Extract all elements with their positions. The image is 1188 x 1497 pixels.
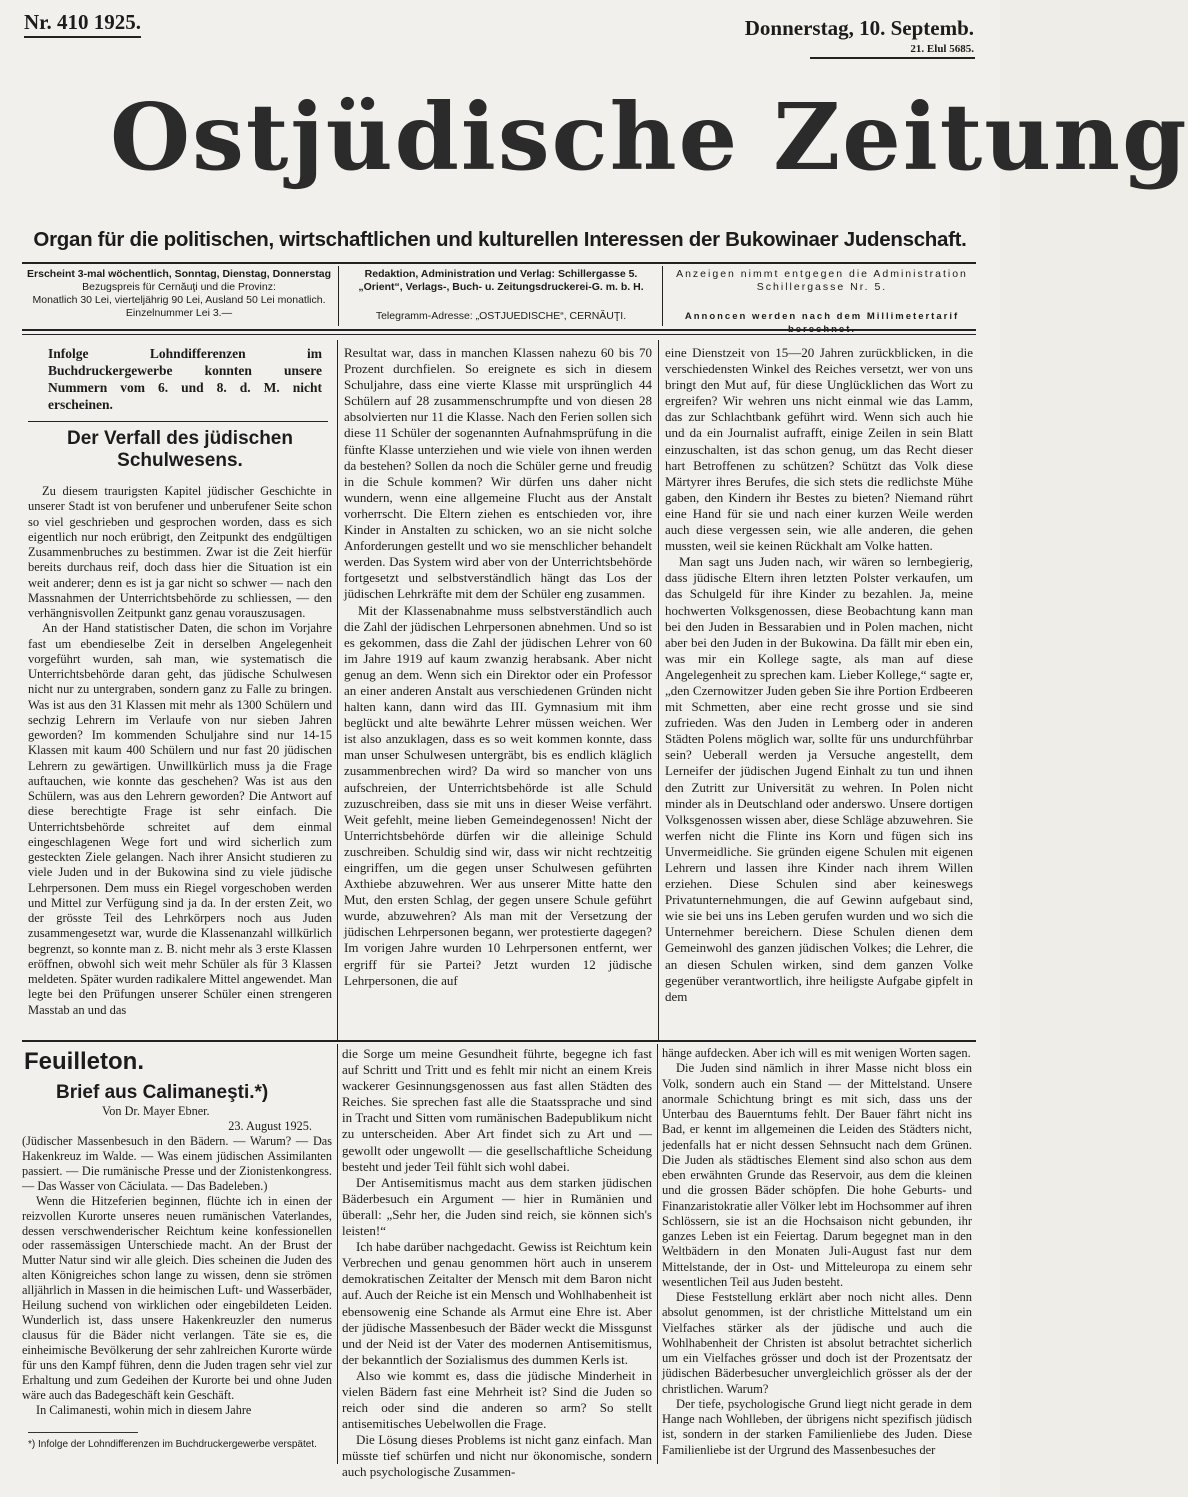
- feuilleton-paragraph: Ich habe darüber nachgedacht. Gewiss ist Reichtum kein Verbrechen und genau genommen hört auch in unserem demokratischen Zeitalter der Mensch mit dem Baron nicht auf. Auch der Reiche ist ein Mensch und Wohlhabenheit ist ebensowenig eine Schande als Armut eine Ehre ist. Aber der jüdische Massenbesuch der Bäder weckt die Missgunst und der Neid ist der Vater des modernen Antisemitismus, der bekanntlich der Sozialismus des dummen Kerls ist.: [342, 1239, 652, 1367]
- feuilleton-title: Brief aus Calimaneşti.*): [56, 1082, 269, 1103]
- editorial-info: [342, 268, 660, 326]
- feuilleton-paragraph: Der tiefe, psychologische Grund liegt nicht gerade in dem Hange nach Wohlleben, der übrigens nicht spezifisch jüdisch ist, sondern in der starken Familienliebe des Juden. Diese Familienliebe ist der Urgrund des Massenbesuches der: [662, 1396, 972, 1457]
- info-left-line: Bezugspreis für Cernăuţi und die Provinz:: [82, 281, 276, 293]
- column-divider: [657, 1044, 658, 1464]
- info-right-line: Schillergasse Nr. 5.: [756, 281, 888, 293]
- feuilleton-column-1: [22, 1082, 332, 1418]
- feuilleton-paragraph: Also wie kommt es, dass die jüdische Minderheit in vielen Bädern fast eine Mehrheit ist? Sind die Juden so reich oder sind die anderen so arm? So stellt antisemitisches Uebelwollen die Frage.: [342, 1367, 652, 1432]
- feuilleton-column-2: [342, 1046, 652, 1481]
- article-column-1: [28, 345, 332, 1018]
- article-paragraph: Resultat war, dass in manchen Klassen nahezu 60 bis 70 Prozent durchfielen. So ereignete es sich in diesem Schuljahre, dass eine vierte Klasse mit ursprünglich 44 Schülern auf 28 zusammenschrumpfte und von diesen 28 absolvierten nur 11 die Klasse. Nach den Ferien sollen sich diese 11 Schüler der sogenannten Aufnahmsprüfung in die fünfte Klasse unterziehen und wie viele von ihnen werden da bestehen? Sollen da noch die Schüler gerne und freudig in die Schule kommen? Wir dürfen uns daher nicht wundern, wenn eine allgemeine Flucht aus der Anstalt vorherrscht. Die Eltern ziehen es entschieden vor, ihre Kinder in Anstalten zu schicken, wo an sie nicht solche Anforderungen gestellt und wo sie menschlicher behandelt werden. Das System wird aber von der Unterrichtsbehörde fortgesetzt und selbstverständlich hängt das Los der jüdischen Lehrkräfte mit dem der Schüler eng zusammen.: [344, 345, 652, 602]
- feuilleton-paragraph: hänge aufdecken. Aber ich will es mit wenigen Worten sagen.: [662, 1046, 971, 1060]
- article-paragraph: An der Hand statistischer Daten, die schon im Vorjahre fast um ebendieselbe Zeit in derselben Angelegenheit vorgeführt wurden, sah man, wie systematisch die Unterrichtsbehörde daran geht, das jüdische Schulwesen nicht nur zu untergraben, sondern ganz zu Falle zu bringen. Was ist aus den 31 Klassen mit mehr als 1300 Schülern und sechzig Lehrern im Verlaufe von nur sieben Jahren geworden? Im kommenden Schuljahre sind nur 14-15 Klassen mit kaum 400 Schülern und nur fast 20 jüdischen Lehrern zu gewärtigen. Unwillkürlich muss ja die Frage auftauchen, wie konnte das geschehen? Was ist aus den Schülern, was aus den Lehrern geworden? Die Antwort auf diese berechtigte Frage ist sehr einfach. Die Unterrichtsbehörde schreitet auf dem einmal eingeschlagenen Wege fort und wird sicherlich zum gesteckten Ziele gelangen. Nach ihrer Ansicht studieren zu viele Juden und in der Bukowina sind zu viele jüdische Lehrpersonen. Dem muss ein Riegel vorgeschoben werden und Mittel zur Verfügung sind ja da. In der ersten Zeit, wo der grösste Teil des Lehrkörpers noch aus Juden zusammengesetzt war, wurde die Klassenanzahl willkürlich begrenzt, so konnte man z. B. nicht mehr als 3 erste Klassen eröffnen, obwohl sich weit mehr Schüler als für 3 Klassen meldeten. Später wurden radikalere Mittel angewendet. Man legte bei den Prüfungen unserer Schüler einen strengeren Masstab an und das: [28, 621, 332, 1017]
- feuilleton-rule: [22, 1040, 976, 1042]
- article-column-2: [344, 345, 652, 989]
- feuilleton-paragraph: In Calimanesti, wohin mich in diesem Jahre: [36, 1402, 252, 1417]
- feuilleton-paragraph: die Sorge um meine Gesundheit führte, begegne ich fast auf Schritt und Tritt und es fehlt mir nicht an einem Kreis wackerer Gesinnungsgenossen aus fast allen Städten des Reiches. Sie sprechen fast alle die Staatssprache und sind in Tracht und Sitten vom rumänischen Badepublikum nicht zu unterscheiden. Aber Art findet sich zu Art und — gewollt oder ungewollt — die gesellschaftliche Scheidung besteht und jeder Teil fühlt sich wohl dabei.: [342, 1046, 652, 1174]
- article-headline: Der Verfall des jüdischen Schulwesens.: [67, 428, 293, 471]
- feuilleton-paragraph: Die Lösung dieses Problems ist nicht ganz einfach. Man müsste tief schürfen und nicht nur ökonomische, sondern auch psychologische Zusammen-: [342, 1432, 652, 1480]
- feuilleton-paragraph: Die Juden sind nämlich in ihrer Masse nicht bloss ein Volk, sondern auch ein Stand — der Mittelstand. Unsere anormale Schichtung bringt es mit sich, dass uns der Unterbau des Bauerntums fehlt. Der Bauer fährt nicht ins Bad, er kennt im allgemeinen die Leiden des Städters nicht, jedenfalls hat er nicht dessen Sehnsucht nach dem Grünen. Die Juden als städtisches Element sind also schon aus dem eben erwähnten Grunde das Reservoir, aus dem die kleinen und die grossen Bäder schöpfen. Die hohe Geburts- und Finanzaristokratie aller Völker lebt im Hochsommer auf ihren Schlössern, sie ist an die Hochsaison nicht gebunden, ihr ganzes Leben ist ein Feiertag. Darum begegnet man in den Weltbädern in den Monaten Juli-August fast nur dem Mittelstande, der in Ost- und Mitteleuropa zu einem sehr wesentlichen Teil aus Juden besteht.: [662, 1061, 972, 1289]
- footnote: *) Infolge der Lohndifferenzen im Buchdruckergewerbe verspätet.: [28, 1439, 317, 1450]
- masthead-subtitle: Organ für die politischen, wirtschaftlichen und kulturellen Interessen der Bukowinaer Judenschaft.: [33, 228, 967, 251]
- feuilleton-heading: Feuilleton.: [24, 1048, 144, 1075]
- feuilleton-date: 23. August 1925.: [228, 1118, 312, 1133]
- info-left-line: Erscheint 3-mal wöchentlich, Sonntag, Dienstag, Donnerstag: [27, 268, 331, 280]
- issue-number: Nr. 410 1925.: [24, 10, 141, 38]
- info-middle-line: „Orient“, Verlags-, Buch- u. Zeitungsdruckerei-G. m. b. H.: [358, 281, 644, 293]
- column-divider: [658, 340, 659, 1040]
- feuilleton-paragraph: Der Antisemitismus macht aus dem starken jüdischen Bäderbesuch ein Argument — hier in Rumänien und überall: „Sehr her, die Juden sind reich, sie können sich's leisten!“: [342, 1174, 652, 1239]
- info-left-line: Einzelnummer Lei 3.—: [125, 307, 233, 319]
- feuilleton-author: Von Dr. Mayer Ebner.: [102, 1104, 210, 1118]
- column-divider: [337, 340, 338, 1040]
- info-divider: [338, 266, 339, 326]
- feuilleton-paragraph: Wenn die Hitzeferien beginnen, flüchte ich in einen der reizvollen Kurorte unseres neuen rumänischen Vaterlandes, dessen verschwenderischer Reichtum keine konfessionellen oder rassemässigen Unterschiede macht. An der Brust der Mutter Natur sind wir alle gleich. Dies scheinen die Juden des alten Königreiches schon lange zu wissen, denn sie strömen alljährlich in Massen in die heimischen Luft- und Wasserbäder, Heilung suchend von wirklichen oder eingebildeten Leiden. Wunderlich ist, dass unsere Hakenkreuzler den numerus clausus für die Bäder nicht verlangen. Täte sie es, die einheimische Bevölkerung der sehr zahlreichen Kurorte würde für uns den Kampf führen, denn die Juden tragen sehr viel zur Erhaltung und zum Gedeihen der Kurorte bei und ohne Juden wäre auch das Badegeschäft kein Geschäft.: [22, 1193, 332, 1402]
- footnote-rule: [28, 1432, 138, 1433]
- article-paragraph: Mit der Klassenabnahme muss selbstverständlich auch die Zahl der jüdischen Lehrpersonen abnehmen. Und so ist es gekommen, dass die Zahl der jüdischen Lehrer von 60 im Jahre 1919 auf kaum zwanzig herabsank. Aber nicht genug an dem. Wenn sich ein Direktor oder ein Professor an einer anderen Anstalt aus verschiedenen Gründen nicht halten kann, dann wird das III. Gymnasium mit ihm beglückt und alte bewährte Lehrer müssen weichen. Wer ist also anzuklagen, dass es so weit kommen konnte, dass man unser Schulwesen untergräbt, bis es endlich kläglich zusammenbrechen wird? Da wird so mancher von uns aufschreien, der Unterrichtsbehörde ist alle Schuld zuzuschreiben, dass sie mit uns in dieser Weise verfährt. Weit gefehlt, meine lieben Gemeindegenossen! Nicht der Unterrichtsbehörde dürfen wir die alleinige Schuld zuschreiben. Schuldig sind wir, dass wir nicht rechtzeitig eingriffen, um die gegen unser Schulwesen geführten Axthiebe abzuwehren. Wer aus unserer Mitte hatte den Mut, den ersten Schlag, der gegen unsere Schule geführt wurde, abzuwehren? Als man mit der Versetzung der jüdischen Lehrpersonen begann, wer protestierte dagegen? Im vorigen Jahre wurden 10 Lehrpersonen entfernt, wer ergriff für sie Partei? Jetzt wurden 12 jüdische Lehrpersonen, die auf: [344, 602, 652, 988]
- feuilleton-column-3: [662, 1046, 972, 1458]
- article-paragraph: Zu diesem traurigsten Kapitel jüdischer Geschichte in unserer Stadt ist von berufener und unberufener Seite schon so viel geschrieben und gesprochen worden, dass es sich eigentlich nur noch erübrigt, den Zeitpunkt des endgültigen Zusammenbruches zu bestimmen. Zwar ist die Zeit hierfür bereits durchaus reif, doch dass hier die Situation ist ein weit anderer; denn es ist ja gar nicht so schwer — nach den Massnahmen der Unterrichtsbehörde zu schliessen, — den verhängnisvollen Zeitpunkt ganz genau vorauszusagen.: [28, 484, 332, 620]
- printing-notice: Infolge Lohndifferenzen im Buchdruckergewerbe konnten unsere Nummern vom 6. und 8. d. M. nicht erscheinen.: [48, 346, 322, 412]
- article-paragraph: Man sagt uns Juden nach, wir wären so lernbegierig, dass jüdische Eltern ihren letzten Polster verkaufen, um das Schulgeld für ihre Kinder zu bezahlen. Ja, meine hochwerten Volksgenossen, diese Beobachtung kann man bei den Juden in Bessarabien und in Polen machen, nicht aber bei den Juden in der Bukowina. Da fällt mir eben ein, was mir ein Kollege sagte, als man auf diese Angelegenheit zu sprechen kam. Lieber Kollege,“ sagte er, „den Czernowitzer Juden geben Sie ihre Portion Erdbeeren mit Schmetten, aber eine recht grosse und sie sind zufrieden. Was den Juden in Lemberg oder in anderen Städten Polens möglich war, sollte für uns undurchführbar sein? Ueberall werden ja Versuche angestellt, dem Lerneifer der jüdischen Jugend Einhalt zu tun und ihnen den Zutritt zur Universität zu wehren. In Polen nicht minder als in Deutschland oder anderswo. Unsere dortigen Volksgenossen wissen aber, diese Schläge abzuwehren. Sie werfen nicht die Flinte ins Korn und fügen sich ins Unvermeidliche. Sie gründen eigene Schulen mit eigenen Lehrern und lassen ihre Kinder nach ihrem Willen erziehen. Diese Schulen sind aber keineswegs Privatunternehmungen, die auf Gewinn aufgebaut sind, wie sie bei uns ins Leben gerufen wurden und wo sich die Unternehmer bereichern. Diese Schulen dienen dem Gemeinwohl des ganzen jüdischen Volkes; die Lehrer, die an diesen Schulen wirken, sind dem ganzen Volke gegenüber verantwortlich, ihre heiligste Aufgabe gipfelt in dem: [665, 554, 973, 1004]
- notice-rule: [28, 421, 328, 422]
- article-paragraph: eine Dienstzeit von 15—20 Jahren zurückblicken, in die verschiedensten Winkel des Reiches versetzt, wer von uns bringt den Mut auf, für diese Unglücklichen das Wort zu ergreifen? Wir wehren uns nicht einmal wie das Lamm, das zur Schlachtbank geführt wird. Wenn sich auch hie und da ein Journalist aufrafft, einige Zeilen in sein Blatt einzuschalten, ist das schon genug, um das Recht dieser hart Betroffenen zu schützen? Schützt das Volk diese Märtyrer ihres Berufes, die sich stets die redlichste Mühe gaben, den Kindern ihr Bestes zu bieten? Niemand rührt eine Hand für sie und nach einer kurzen Weile werden auch diese vergessen sein, wie alle anderen, die gehen mussten, weil sie keinen Rückhalt am Volke hatten.: [665, 345, 973, 554]
- ads-info: [668, 268, 976, 326]
- issue-date: Donnerstag, 10. Septemb.: [744, 16, 974, 40]
- info-bottom-rule: [22, 329, 976, 331]
- info-left-line: Monatlich 30 Lei, vierteljährig 90 Lei, Ausland 50 Lei monatlich.: [32, 294, 326, 306]
- date-block: [745, 16, 974, 55]
- feuilleton-paragraph: (Jüdischer Massenbesuch in den Bädern. — Warum? — Das Hakenkreuz im Walde. — Was einem jüdischen Assimilanten passiert. — Die rumänische Presse und der Zionistenkongress. — Das Wasser von Căciulata. — Das Badeleben.): [22, 1133, 332, 1193]
- feuilleton-paragraph: Diese Feststellung erklärt aber noch nicht alles. Denn absolut genommen, ist der christliche Mittelstand um ein Vielfaches stärker als der jüdische und auch die Wohlhabenheit der Christen ist absolut betrachtet sicherlich um ein Vielfaches grösser und doch ist der Prozentsatz der jüdischen Bäderbesucher unvergleichlich grösser als der der christlichen. Warum?: [662, 1290, 972, 1396]
- subscription-info: [24, 268, 334, 326]
- date-underline: [810, 57, 975, 59]
- info-bottom-rule-2: [22, 334, 976, 335]
- info-middle-line: Redaktion, Administration und Verlag: Schillergasse 5.: [364, 268, 638, 280]
- top-rule: [22, 262, 976, 264]
- info-right-line: Anzeigen nimmt entgegen die Administration: [676, 268, 968, 280]
- info-right-line: Annoncen werden nach dem Millimetertarif: [684, 311, 960, 322]
- info-middle-line: Telegramm-Adresse: „OSTJUEDISCHE“, CERNĂUŢI.: [375, 310, 627, 322]
- hebrew-date: 21. Elul 5685.: [910, 43, 974, 55]
- info-divider: [662, 266, 663, 326]
- masthead-title: Ostjüdische Zeitung: [110, 83, 1188, 191]
- article-column-3: [665, 345, 973, 1005]
- column-divider: [337, 1044, 338, 1464]
